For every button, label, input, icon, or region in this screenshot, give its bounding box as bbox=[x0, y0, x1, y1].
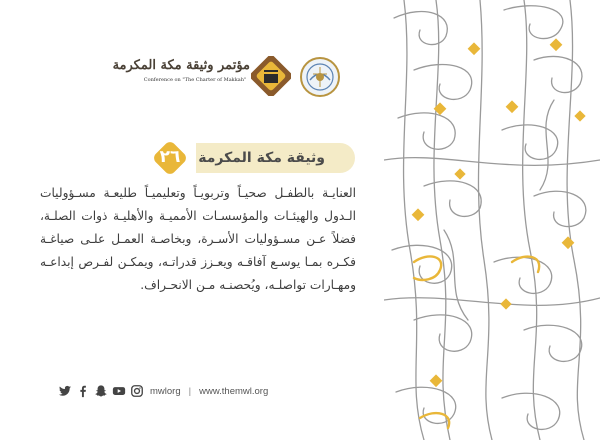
website-link[interactable]: www.themwl.org bbox=[199, 385, 269, 397]
calligraphy-art bbox=[384, 0, 600, 440]
twitter-icon[interactable] bbox=[58, 384, 72, 398]
article-number: ٢٦ bbox=[159, 147, 181, 167]
page-title: وثيقة مكة المكرمة bbox=[198, 150, 325, 166]
calligraphy-decoration bbox=[384, 0, 600, 440]
title-ribbon bbox=[196, 143, 355, 173]
instagram-icon[interactable] bbox=[130, 384, 144, 398]
conference-logo-caption: Conference on "The Charter of Makkah" bbox=[143, 77, 247, 83]
header-logos bbox=[112, 52, 345, 104]
footer-social bbox=[58, 382, 268, 400]
footer-separator: | bbox=[188, 385, 192, 397]
snapchat-icon[interactable] bbox=[94, 384, 108, 398]
kaaba-emblem-icon bbox=[251, 56, 291, 96]
youtube-icon[interactable] bbox=[112, 384, 126, 398]
mwl-emblem-icon bbox=[299, 56, 341, 98]
conference-logo bbox=[112, 58, 250, 83]
conference-logo-arabic: مؤتمر وثيقة مكة المكرمة bbox=[112, 58, 250, 73]
facebook-icon[interactable] bbox=[76, 384, 90, 398]
article-number-badge bbox=[152, 140, 188, 176]
charter-paragraph: العنايـة بالطفـل صحيـاً وتربويـاً وتعليميـاً طليعـة مسـؤوليات الـدول والهيئـات والمؤسسـات الأمميـة والأهليـة ذوات الصلـة، فضلاً عـن مسـؤوليات الأسـرة، وبخاصـة العمـل علـى صياغـة فكـره بمـا يوسـع آفاقـه ويعـزز قدراتـه، ويمكـن لفـرص إبداعـه ومهـارات تواصلـه، ويُحصنـه مـن الانحـراف. bbox=[40, 186, 356, 292]
social-handle: mwlorg bbox=[150, 385, 181, 397]
